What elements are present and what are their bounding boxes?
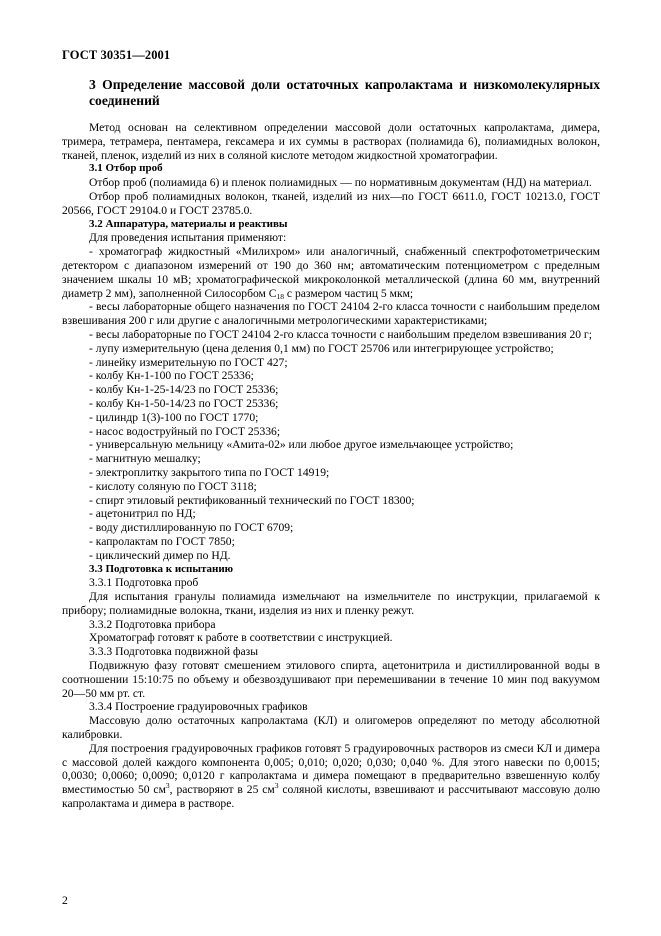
list-item: - воду дистиллированную по ГОСТ 6709; [89, 521, 294, 535]
paragraph-3-1-a: Отбор проб (полиамида 6) и пленок полиамидных — по нормативным документам (НД) на материал. [89, 176, 592, 190]
list-item-chromatograph: - хроматограф жидкостный «Милихром» или аналогичный, снабженный спектрофотометрическим детектором с диапазоном измерений от 190 до 360 нм; автоматическим потенциометром с пределным значением шкалы 10 мВ; хроматографической микроколонкой металлической (длина 60 мм, внутренний диаметр 2 мм), заполненной Силосорбом $С_{18}$ с размером частиц 5 мкм; [62, 245, 600, 301]
document-body [62, 77, 600, 811]
list-item: - колбу Кн-1-100 по ГОСТ 25336; [89, 369, 254, 383]
paragraph-3-3-1: Для испытания гранулы полиамида измельчают на измельчителе по инструкции, прилагаемой к прибору; полиамидные волокна, ткани, изделия из них и пленку режут. [62, 590, 600, 617]
list-item: - спирт этиловый ректификованный технический по ГОСТ 18300; [89, 493, 415, 507]
heading-3-3-1: 3.3.1 Подготовка проб [89, 576, 199, 590]
intro-paragraph: Метод основан на селективном определении массовой доли остаточных капролактама, димера, тримера, тетрамера, пентамера, гексамера и их суммы в растворах (полиамида 6), полиамидных волокон, тканей, пленок, изделий из них в соляной кислоте методом жидкостной хроматографии. [62, 121, 600, 162]
list-item: - лупу измерительную (цена деления 0,1 мм) по ГОСТ 25706 или интегрирующее устройство; [89, 341, 554, 355]
list-item: - колбу Кн-1-50-14/23 по ГОСТ 25336; [89, 396, 279, 410]
heading-3-1: 3.1 Отбор проб [89, 162, 163, 175]
paragraph-3-3-4-b: Для построения градуировочных графиков готовят 5 градуировочных растворов из смеси КЛ и димера с массовой долей каждого компонента 0,005; 0,010; 0,020; 0,030; 0,040 %. Для этого навески по 0,0015; 0,0030; 0,0060; 0,0090; 0,0120 г капролактама и димера помещают в предварительно взвешенную колбу вместимостью 50 $см^3$, растворяют в 25 $см^3$ соляной кислоты, взвешивают и рассчитывают массовую долю капролактама и димера в растворе. [62, 741, 600, 811]
list-item: - капролактам по ГОСТ 7850; [89, 534, 235, 548]
heading-3-3-3: 3.3.3 Подготовка подвижной фазы [89, 645, 259, 659]
list-item: - кислоту соляную по ГОСТ 3118; [89, 479, 257, 493]
list-item: - колбу Кн-1-25-14/23 по ГОСТ 25336; [89, 383, 279, 397]
paragraph-3-2-lead: Для проведения испытания применяют: [89, 231, 287, 245]
heading-3-2: 3.2 Аппаратура, материалы и реактивы [89, 217, 288, 230]
heading-3-3: 3.3 Подготовка к испытанию [89, 562, 234, 575]
heading-3-3-2: 3.3.2 Подготовка прибора [89, 617, 216, 631]
list-item: - линейку измерительную по ГОСТ 427; [89, 355, 288, 369]
list-item: - цилиндр 1(3)-100 по ГОСТ 1770; [89, 410, 259, 424]
paragraph-3-3-4-a: Массовую долю остаточных капролактама (КЛ) и олигомеров определяют по методу абсолютной калибровки. [62, 714, 600, 742]
page-number: 2 [62, 894, 68, 907]
list-item: - ацетонитрил по НД; [89, 507, 196, 521]
list-item: - весы лабораторные общего назначения по ГОСТ 24104 2-го класса точности с наибольшим пределом взвешивания 200 г или другие с аналогичными метрологическими характеристиками; [62, 300, 600, 328]
list-item: - циклический димер по НД. [89, 548, 231, 562]
standard-header: ГОСТ 30351—2001 [62, 48, 171, 62]
paragraph-3-3-3: Подвижную фазу готовят смешением этилового спирта, ацетонитрила и дистиллированной воды в соотношении 15:10:75 по объему и обезвоздушивают при перемешивании в течение 10 мин под вакуумом 20—50 мм рт. ст. [62, 659, 600, 700]
paragraph-3-1-b: Отбор проб полиамидных волокон, тканей, изделий из них—по ГОСТ 6611.0, ГОСТ 10213.0, ГОСТ 20566, ГОСТ 29104.0 и ГОСТ 23785.0. [62, 189, 600, 217]
section-title: 3 Определение массовой доли остаточных капролактама и низкомолекулярных соединений [89, 77, 600, 108]
paragraph-3-3-2: Хроматограф готовят к работе в соответствии с инструкцией. [89, 631, 393, 645]
list-item: - электроплитку закрытого типа по ГОСТ 14919; [89, 465, 330, 479]
list-item: - весы лабораторные по ГОСТ 24104 2-го класса точности с наибольшим пределом взвешивания 20 г; [89, 327, 592, 341]
heading-3-3-4: 3.3.4 Построение градуировочных графиков [89, 700, 308, 714]
list-item: - универсальную мельницу «Амита-02» или любое другое измельчающее устройство; [89, 438, 514, 452]
list-item: - насос водоструйный по ГОСТ 25336; [89, 424, 281, 438]
list-item: - магнитную мешалку; [89, 452, 201, 466]
